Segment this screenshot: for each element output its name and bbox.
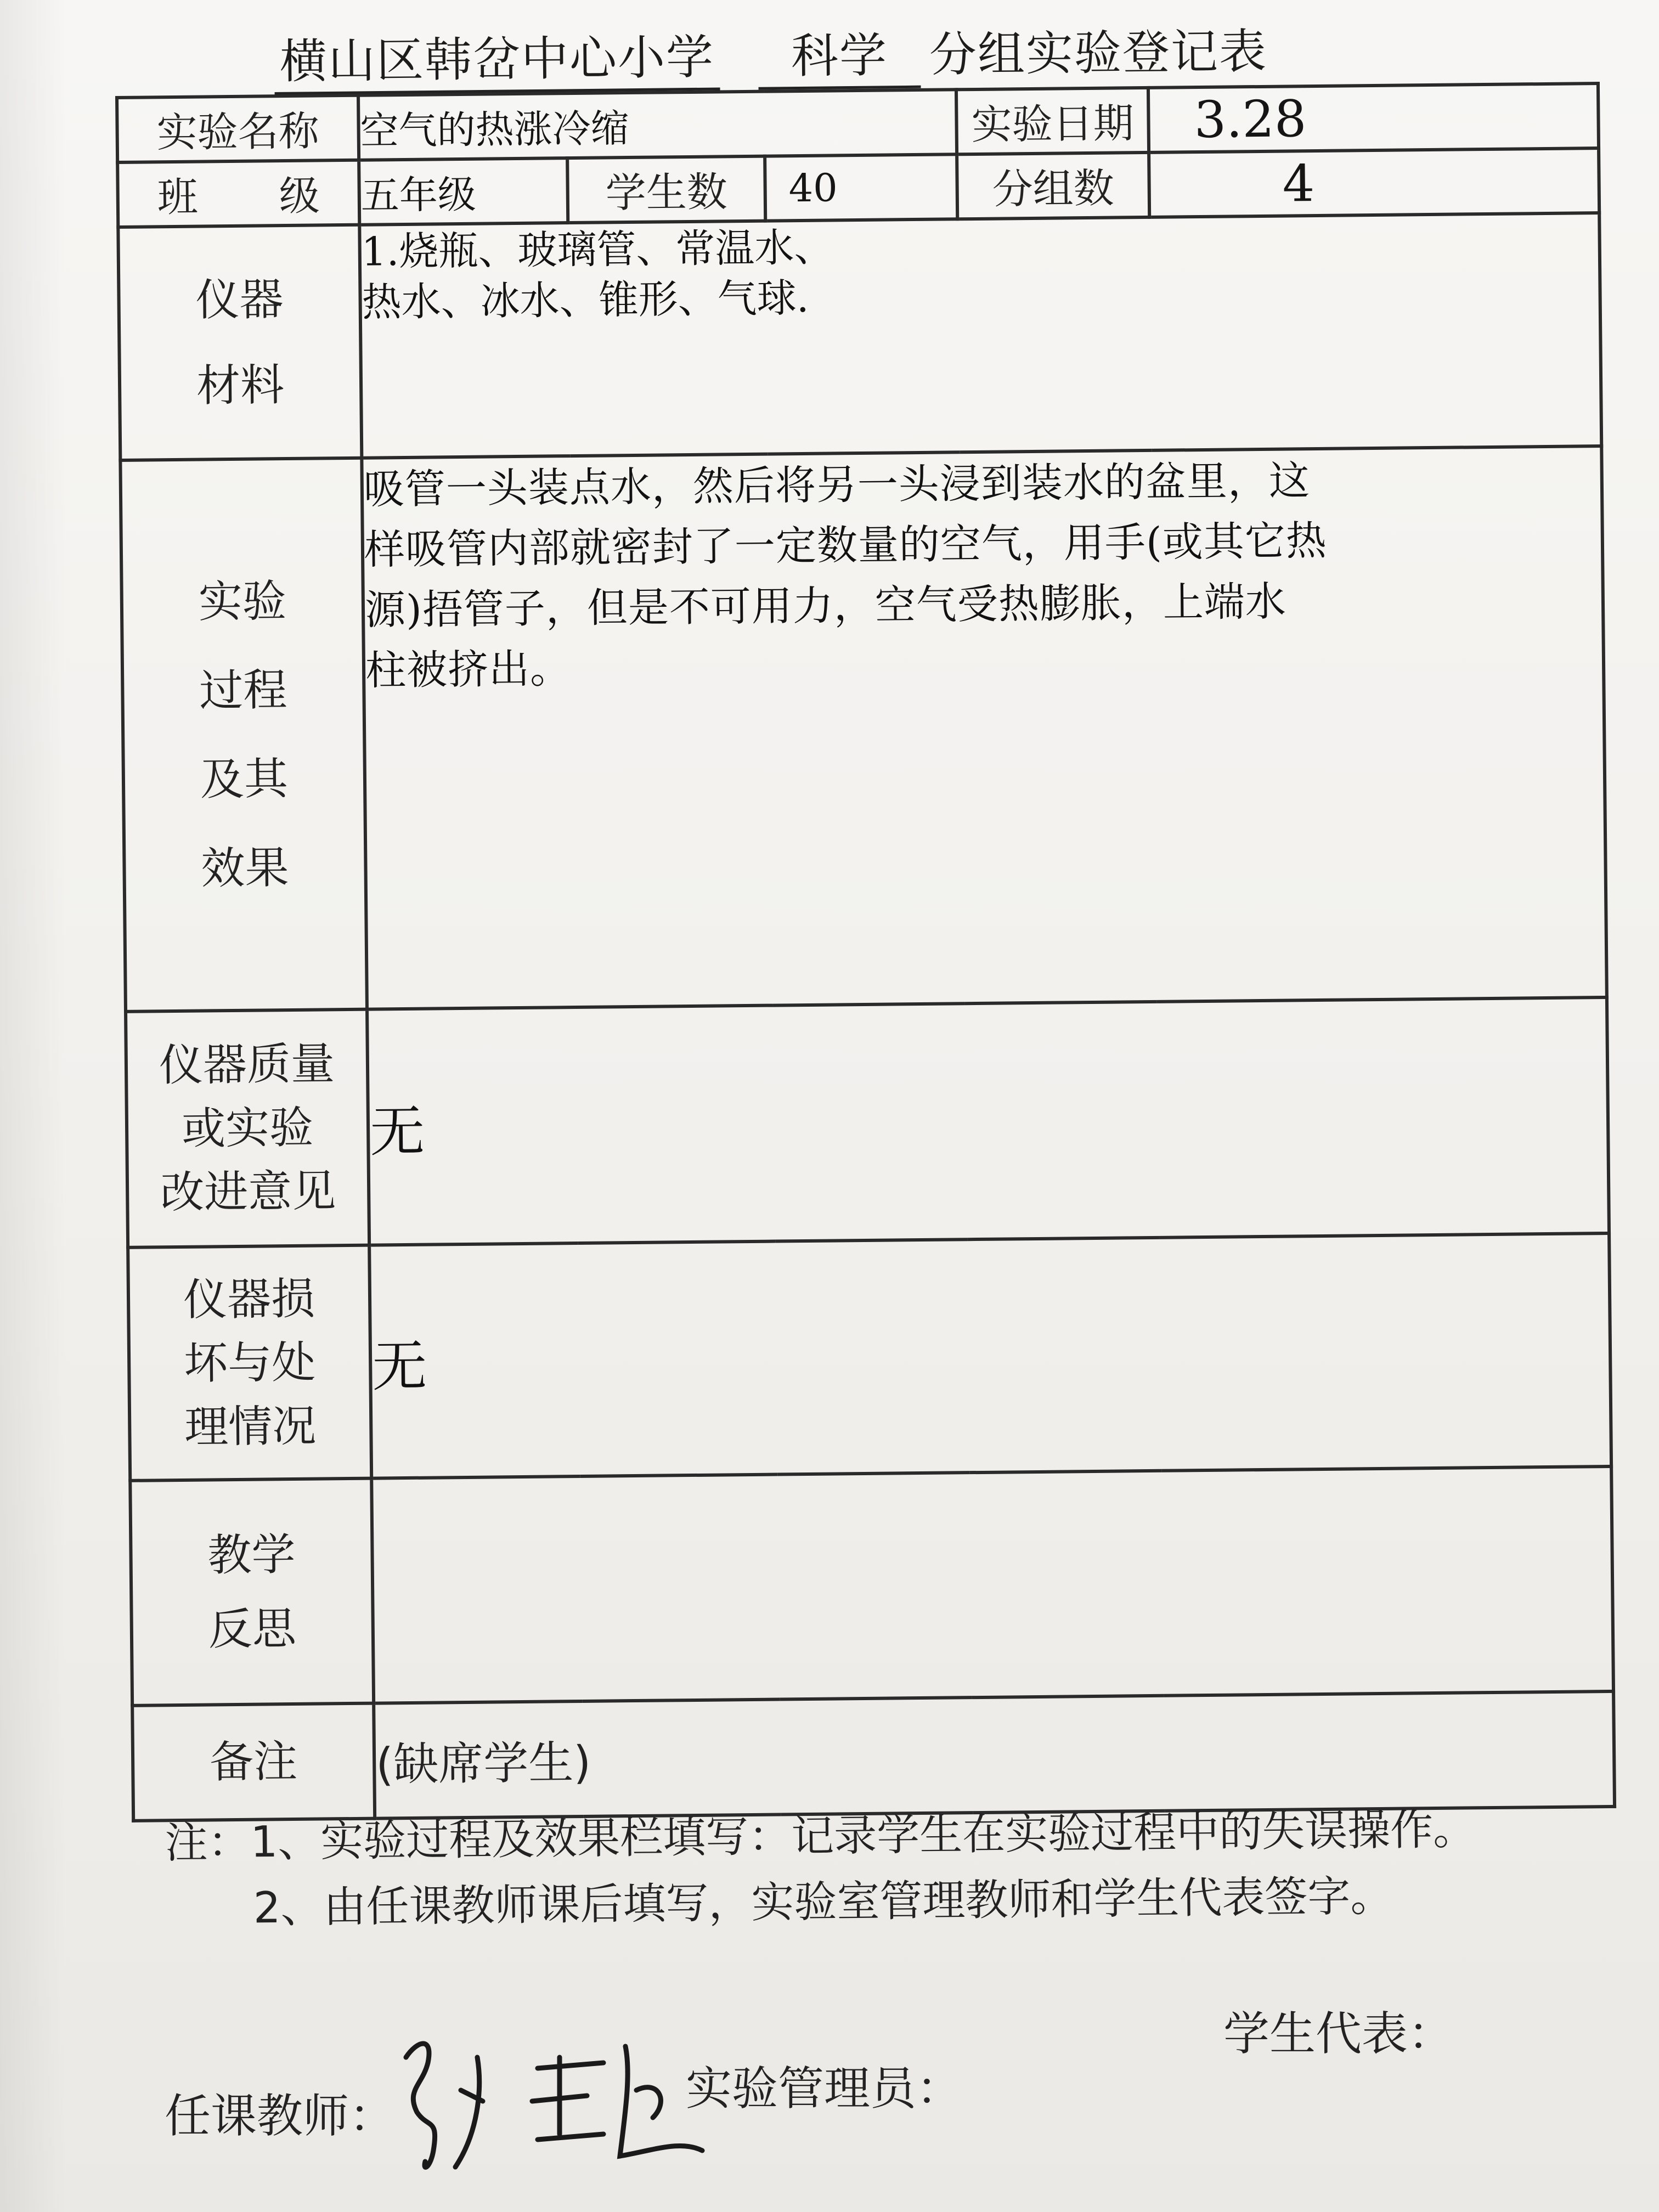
label-process-line3: 及其	[200, 753, 289, 805]
process-line2: 样吸管内部就密封了一定数量的空气，用手(或其它热	[364, 517, 1328, 574]
equipment-materials-value	[359, 213, 1601, 458]
row-process	[120, 446, 1607, 1012]
admin-label: 实验管理员：	[686, 2062, 963, 2115]
quality-value: 无	[367, 997, 1609, 1245]
damage-value: 无	[369, 1233, 1611, 1479]
label-reflection	[130, 1479, 374, 1706]
label-quality-line2: 或实验	[181, 1102, 314, 1154]
reflection-value	[371, 1466, 1613, 1703]
label-equipment-line2: 材料	[196, 359, 285, 411]
process-line4: 柱被挤出。	[365, 645, 572, 695]
label-damage-line3: 理情况	[184, 1400, 317, 1453]
label-process-line2: 过程	[199, 664, 287, 716]
label-damage	[128, 1245, 371, 1481]
label-process-line1: 实验	[198, 575, 287, 628]
group-count-value: 4	[1149, 148, 1599, 217]
row-equipment	[118, 213, 1601, 460]
materials-line2: 热水、冰水、锥形、气球.	[362, 274, 809, 325]
row-reflection	[130, 1466, 1613, 1706]
experiment-name-value: 空气的热涨冷缩	[358, 89, 957, 160]
experiment-date-value: 3.28	[1148, 83, 1599, 153]
signature-area	[165, 1997, 1618, 2183]
registration-table	[115, 82, 1613, 1841]
label-equipment	[118, 225, 362, 460]
student-count-value: 40	[765, 154, 957, 221]
school-name: 横山区韩岔中心小学	[274, 27, 720, 94]
label-process	[120, 458, 367, 1012]
page-shadow	[0, 0, 66, 2212]
note-line2: 2、由任课教师课后填写，实验室管理教师和学生代表签字。	[253, 1871, 1393, 1933]
materials-line1: 1.烧瓶、玻璃管、常温水、	[361, 224, 834, 275]
label-reflection-line2: 反思	[208, 1602, 297, 1655]
label-group-count: 分组数	[957, 153, 1149, 219]
class-value: 五年级	[359, 158, 568, 225]
form-notes	[165, 1795, 1620, 1942]
label-reflection-line1: 教学	[207, 1528, 296, 1581]
label-quality-line3: 改进意见	[160, 1165, 336, 1218]
label-damage-line1: 仪器损	[183, 1273, 315, 1325]
label-student-count: 学生数	[567, 156, 765, 223]
row-quality	[126, 997, 1609, 1248]
label-process-line4: 效果	[201, 842, 289, 894]
teacher-label: 任课教师：	[165, 2089, 396, 2143]
label-remarks: 备注	[132, 1703, 375, 1821]
label-experiment-date: 实验日期	[956, 88, 1149, 154]
label-class: 班 级	[117, 160, 359, 227]
label-quality	[126, 1009, 369, 1248]
remarks-value: (缺席学生)	[374, 1691, 1615, 1819]
subject-name: 科学	[758, 25, 921, 90]
note-line1: 注：1、实验过程及效果栏填写：记录学生在实验过程中的失误操作。	[165, 1804, 1476, 1868]
form-name: 分组实验登记表	[929, 24, 1268, 83]
process-line3: 源)捂管子，但是不可用力，空气受热膨胀，上端水	[364, 578, 1287, 634]
label-equipment-line1: 仪器	[195, 273, 284, 326]
label-damage-line2: 坏与处	[183, 1336, 316, 1389]
label-quality-line1: 仪器质量	[159, 1038, 335, 1091]
label-experiment-name: 实验名称	[117, 95, 359, 162]
row-damage	[128, 1233, 1611, 1481]
process-description	[362, 446, 1607, 1009]
process-line1: 吸管一头装点水，然后将另一头浸到装水的盆里，这	[363, 457, 1311, 514]
student-rep-label: 学生代表：	[1223, 2007, 1454, 2061]
